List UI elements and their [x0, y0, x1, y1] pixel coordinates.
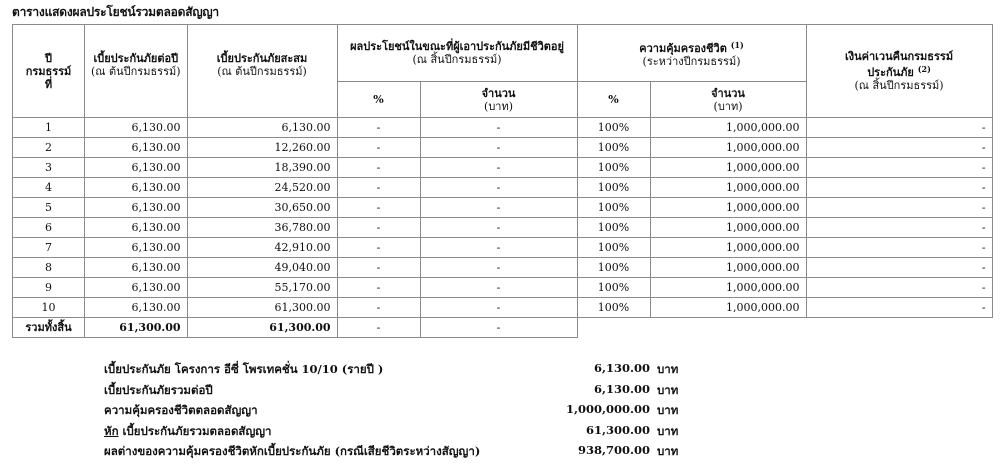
footnote-2: (2): [917, 64, 931, 74]
accumulated-premium-cell: 12,260.00: [187, 138, 337, 158]
living-amount-cell: -: [420, 258, 577, 278]
living-amount-cell: -: [420, 198, 577, 218]
coverage-amount-cell: 1,000,000.00: [650, 218, 806, 238]
table-row: [13, 258, 993, 278]
table-row: [13, 218, 993, 238]
living-amount-cell: -: [420, 138, 577, 158]
coverage-pct-cell: 100%: [577, 198, 650, 218]
summary-row: หัก เบี้ยประกันภัยรวมตลอดสัญญา 61,300.00 บาท: [104, 422, 679, 438]
accumulated-premium-cell: 18,390.00: [187, 158, 337, 178]
surrender-value-cell: -: [806, 118, 992, 138]
total-living-amount-cell: -: [420, 318, 577, 338]
surrender-value-cell: -: [806, 258, 992, 278]
surrender-value-cell: -: [806, 158, 992, 178]
accumulated-premium-cell: 49,040.00: [187, 258, 337, 278]
living-pct-cell: -: [337, 298, 420, 318]
total-premium-cell: 61,300.00: [85, 318, 188, 338]
premium-cell: 6,130.00: [85, 198, 188, 218]
coverage-pct-cell: 100%: [577, 218, 650, 238]
year-cell: 2: [13, 138, 85, 158]
premium-cell: 6,130.00: [85, 138, 188, 158]
summary-row: ผลต่างของความคุ้มครองชีวิตหักเบี้ยประกันภัย (กรณีเสียชีวิตระหว่างสัญญา) 938,700.00 บาท: [104, 443, 679, 458]
summary-row: ความคุ้มครองชีวิตตลอดสัญญา 1,000,000.00 บาท: [104, 402, 679, 417]
coverage-amount-cell: 1,000,000.00: [650, 138, 806, 158]
living-pct-cell: -: [337, 138, 420, 158]
table-row: [13, 278, 993, 298]
coverage-amount-cell: 1,000,000.00: [650, 238, 806, 258]
living-amount-cell: -: [420, 278, 577, 298]
premium-cell: 6,130.00: [85, 238, 188, 258]
accumulated-premium-cell: 42,910.00: [187, 238, 337, 258]
surrender-value-cell: -: [806, 298, 992, 318]
header-premium-accumulated: เบี้ยประกันภัยสะสม (ณ ต้นปีกรมธรรม์): [187, 25, 337, 118]
living-pct-cell: -: [337, 238, 420, 258]
living-pct-cell: -: [337, 278, 420, 298]
header-living-benefit: ผลประโยชน์ในขณะที่ผู้เอาประกันภัยมีชีวิตอยู่ (ณ สิ้นปีกรมธรรม์): [337, 25, 577, 82]
empty-cell: [577, 318, 992, 338]
year-cell: 7: [13, 238, 85, 258]
year-cell: 1: [13, 118, 85, 138]
table-row: [13, 158, 993, 178]
premium-cell: 6,130.00: [85, 278, 188, 298]
coverage-pct-cell: 100%: [577, 178, 650, 198]
page-title: ตารางแสดงผลประโยชน์รวมตลอดสัญญา: [12, 5, 219, 19]
benefit-table: [12, 24, 993, 338]
table-row: [13, 298, 993, 318]
summary-row: เบี้ยประกันภัยรวมต่อปี 6,130.00 บาท: [104, 381, 679, 397]
total-row: [13, 318, 993, 338]
premium-cell: 6,130.00: [85, 158, 188, 178]
coverage-pct-cell: 100%: [577, 118, 650, 138]
accumulated-premium-cell: 30,650.00: [187, 198, 337, 218]
year-cell: 8: [13, 258, 85, 278]
summary-section: [104, 361, 704, 464]
living-pct-cell: -: [337, 198, 420, 218]
coverage-amount-cell: 1,000,000.00: [650, 178, 806, 198]
living-amount-cell: -: [420, 238, 577, 258]
coverage-amount-cell: 1,000,000.00: [650, 198, 806, 218]
coverage-pct-cell: 100%: [577, 278, 650, 298]
year-cell: 3: [13, 158, 85, 178]
coverage-amount-cell: 1,000,000.00: [650, 158, 806, 178]
header-coverage-amount: จำนวน (บาท): [650, 82, 806, 118]
surrender-value-cell: -: [806, 218, 992, 238]
header-life-coverage: ความคุ้มครองชีวิต $^{(1)}$ (ระหว่างปีกรมธรรม์): [577, 25, 806, 82]
coverage-amount-cell: 1,000,000.00: [650, 298, 806, 318]
total-accumulated-cell: 61,300.00: [187, 318, 337, 338]
surrender-value-cell: -: [806, 198, 992, 218]
year-cell: 4: [13, 178, 85, 198]
year-cell: 10: [13, 298, 85, 318]
premium-cell: 6,130.00: [85, 298, 188, 318]
living-pct-cell: -: [337, 118, 420, 138]
living-amount-cell: -: [420, 178, 577, 198]
living-pct-cell: -: [337, 178, 420, 198]
table-row: [13, 118, 993, 138]
living-amount-cell: -: [420, 218, 577, 238]
header-premium-per-year: เบี้ยประกันภัยต่อปี (ณ ต้นปีกรมธรรม์): [85, 25, 188, 118]
accumulated-premium-cell: 6,130.00: [187, 118, 337, 138]
total-living-pct-cell: -: [337, 318, 420, 338]
surrender-value-cell: -: [806, 238, 992, 258]
summary-row: เบี้ยประกันภัย โครงการ อีซี่ โพรเทคชั่น 10/10 (รายปี ) 6,130.00 บาท: [104, 361, 679, 376]
living-amount-cell: -: [420, 158, 577, 178]
living-pct-cell: -: [337, 158, 420, 178]
living-pct-cell: -: [337, 258, 420, 278]
coverage-amount-cell: 1,000,000.00: [650, 118, 806, 138]
table-row: [13, 238, 993, 258]
footnote-1: (1): [730, 39, 744, 50]
living-amount-cell: -: [420, 118, 577, 138]
year-cell: 6: [13, 218, 85, 238]
premium-cell: 6,130.00: [85, 118, 188, 138]
coverage-amount-cell: 1,000,000.00: [650, 258, 806, 278]
coverage-pct-cell: 100%: [577, 138, 650, 158]
living-pct-cell: -: [337, 218, 420, 238]
header-living-pct: %: [337, 82, 420, 118]
premium-cell: 6,130.00: [85, 258, 188, 278]
accumulated-premium-cell: 24,520.00: [187, 178, 337, 198]
living-amount-cell: -: [420, 298, 577, 318]
surrender-value-cell: -: [806, 138, 992, 158]
coverage-pct-cell: 100%: [577, 298, 650, 318]
header-surrender-value: เงินค่าเวนคืนกรมธรรม์ ประกันภัย $^{(2)}$ (ณ สิ้นปีกรมธรรม์): [806, 25, 992, 118]
accumulated-premium-cell: 55,170.00: [187, 278, 337, 298]
accumulated-premium-cell: 36,780.00: [187, 218, 337, 238]
year-cell: 9: [13, 278, 85, 298]
table-row: [13, 198, 993, 218]
coverage-pct-cell: 100%: [577, 158, 650, 178]
total-label: รวมทั้งสิ้น: [13, 318, 85, 338]
coverage-pct-cell: 100%: [577, 238, 650, 258]
table-row: [13, 138, 993, 158]
surrender-value-cell: -: [806, 278, 992, 298]
coverage-pct-cell: 100%: [577, 258, 650, 278]
accumulated-premium-cell: 61,300.00: [187, 298, 337, 318]
premium-cell: 6,130.00: [85, 218, 188, 238]
header-coverage-pct: %: [577, 82, 650, 118]
header-year: ปี กรมธรรม์ ที่: [13, 25, 85, 118]
premium-cell: 6,130.00: [85, 178, 188, 198]
table-row: [13, 178, 993, 198]
header-living-amount: จำนวน (บาท): [420, 82, 577, 118]
surrender-value-cell: -: [806, 178, 992, 198]
coverage-amount-cell: 1,000,000.00: [650, 278, 806, 298]
year-cell: 5: [13, 198, 85, 218]
deduct-prefix: หัก: [104, 423, 119, 438]
